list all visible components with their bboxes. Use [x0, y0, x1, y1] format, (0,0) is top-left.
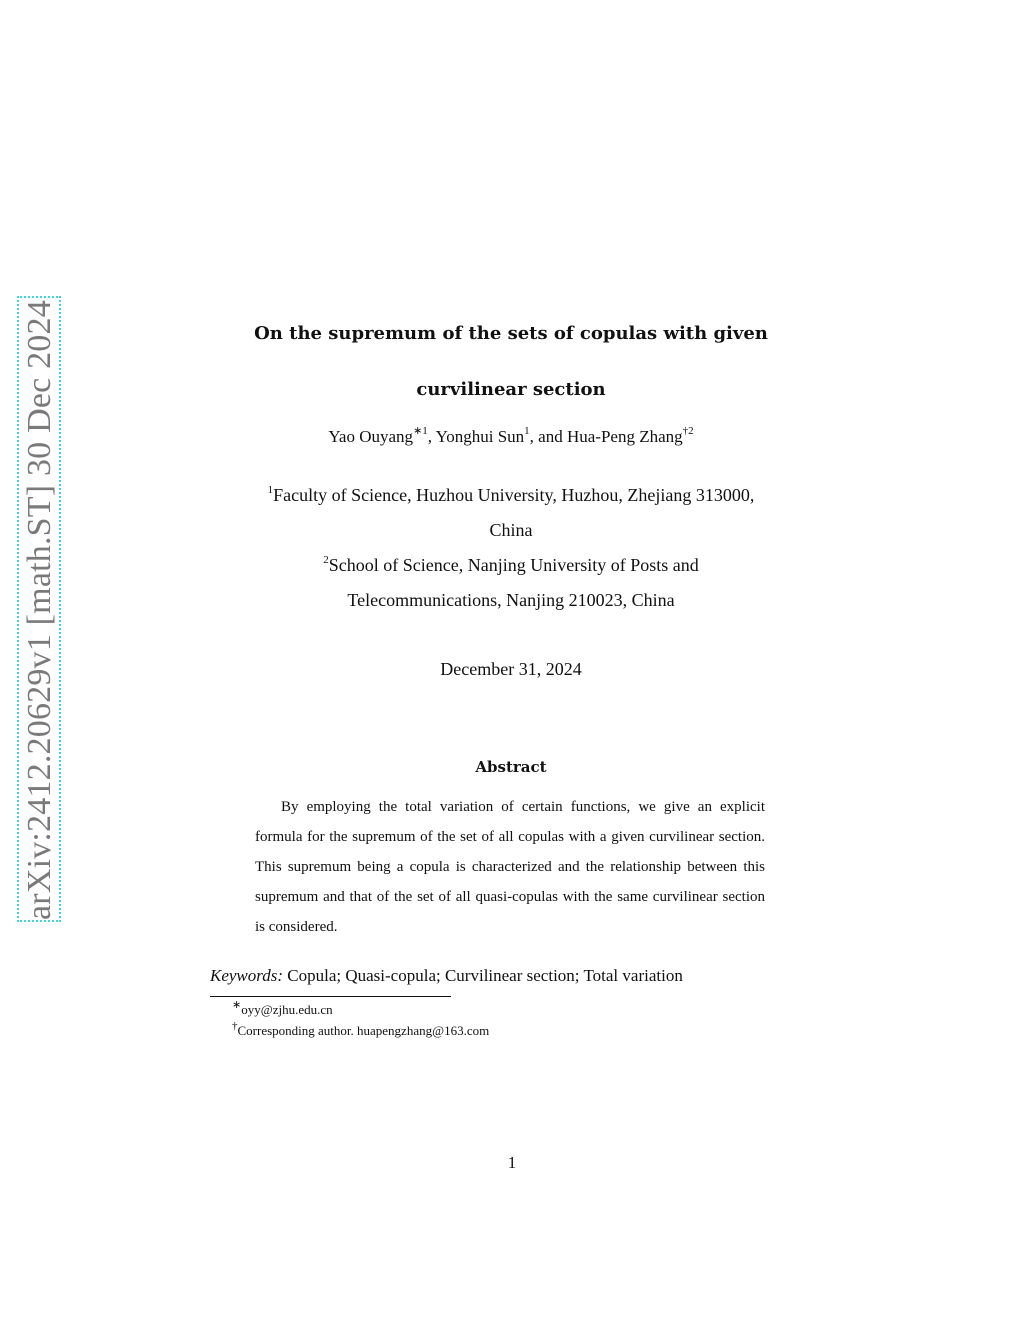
author-name: Yao Ouyang [328, 427, 414, 446]
footnote-corresponding [232, 1019, 490, 1040]
arxiv-stamp-text: arXiv:2412.20629v1 [math.ST] 30 Dec 2024 [21, 300, 58, 920]
footnote-email [232, 998, 333, 1019]
title-line-2: curvilinear section [416, 379, 606, 400]
footnote-mark: † [232, 1019, 238, 1032]
affiliation-1-line-2: China [489, 520, 533, 540]
affiliation-2-line-2: Telecommunications, Nanjing 210023, China [347, 590, 675, 610]
author-name: Yonghui Sun [435, 427, 525, 446]
abstract-heading: Abstract [475, 758, 547, 776]
page-number: 1 [507, 1153, 517, 1172]
footnote-rule [210, 996, 451, 997]
footnote-mark: ∗ [232, 998, 242, 1011]
author-separator: , [427, 427, 436, 446]
keywords-text: Copula; Quasi-copula; Curvilinear section; Total variation [287, 966, 683, 985]
paper-date: December 31, 2024 [440, 659, 582, 679]
affiliation-text: School of Science, Nanjing University of Posts and [328, 555, 699, 575]
author-mark: †2 [682, 425, 694, 438]
abstract-text: By employing the total variation of certain functions, we give an explicit formula for the supremum of the set of all copulas with a given curvilinear section. This supremum being a copula is characterized and the relationship between this supremum and that of the set of all quasi-copulas with the same curvilinear section is considered. [255, 799, 765, 935]
paper-title [205, 306, 817, 418]
keywords [210, 962, 770, 990]
author-name: Hua-Peng Zhang [566, 427, 683, 446]
keywords-label: Keywords: [210, 966, 284, 985]
footnote-text: oyy@zjhu.edu.cn [241, 1002, 333, 1017]
affiliation-mark: 2 [323, 554, 329, 566]
affiliation-1-line-1 [205, 478, 817, 513]
affiliation-mark: 1 [267, 484, 274, 496]
affiliations [205, 478, 817, 618]
footnote-text: Corresponding author. huapengzhang@163.com [237, 1023, 490, 1038]
author-list [205, 424, 817, 450]
author-separator: , and [529, 427, 567, 446]
affiliation-2-line-1 [205, 548, 817, 583]
author-mark: ∗1 [413, 425, 428, 438]
affiliation-text: Faculty of Science, Huzhou University, Huzhou, Zhejiang 313000, [273, 485, 755, 505]
author-mark: 1 [524, 425, 530, 438]
title-line-1: On the supremum of the sets of copulas with given [254, 323, 768, 344]
